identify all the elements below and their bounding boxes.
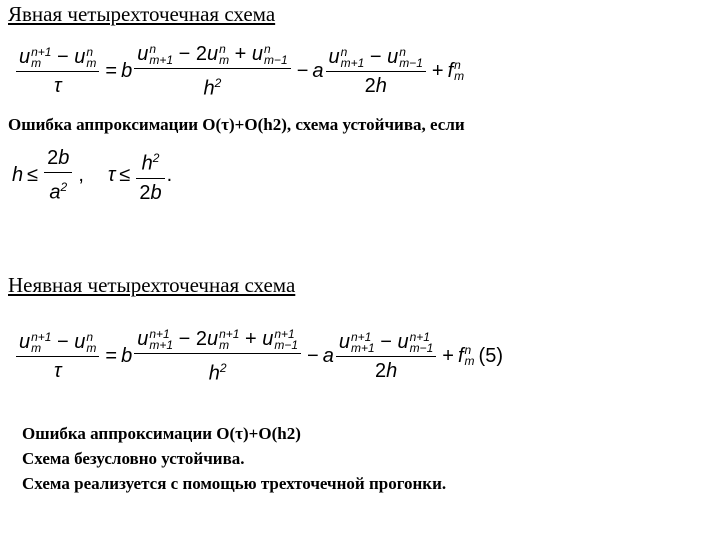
implicit-method-text: Схема реализуется с помощью трехточечной прогонки. — [22, 474, 447, 493]
implicit-scheme-formula: u n+1 m − u n m τ = b u n+1 m+1 − 2u n+1 m + u n+1 m−1 $h^2$ − a u n+1 m+1 − u n+1 m−1 2h + f n m (5) — [14, 327, 503, 386]
explicit-scheme-formula: u n+1 m − u n m τ = b u n m+1 − 2u n m + u n m−1 $h^2$ − a u n m+1 − u n m−1 2h + f n m — [14, 42, 464, 101]
explicit-error-text: Ошибка аппроксимации O(τ)+O(h2), схема устойчива, если — [8, 115, 465, 134]
equation-number: (5) — [478, 344, 503, 367]
stability-conditions: h ≤ $\frac{2b}{a^2}$ , τ ≤ $\frac{h^2}{2b}$ . — [12, 147, 173, 204]
implicit-stability-text: Схема безусловно устойчива. — [22, 449, 245, 468]
explicit-scheme-heading: Явная четырехточечная схема — [8, 2, 276, 26]
implicit-scheme-heading: Неявная четырехточечная схема — [8, 273, 296, 297]
implicit-error-text: Ошибка аппроксимации O(τ)+O(h2) — [22, 424, 301, 443]
